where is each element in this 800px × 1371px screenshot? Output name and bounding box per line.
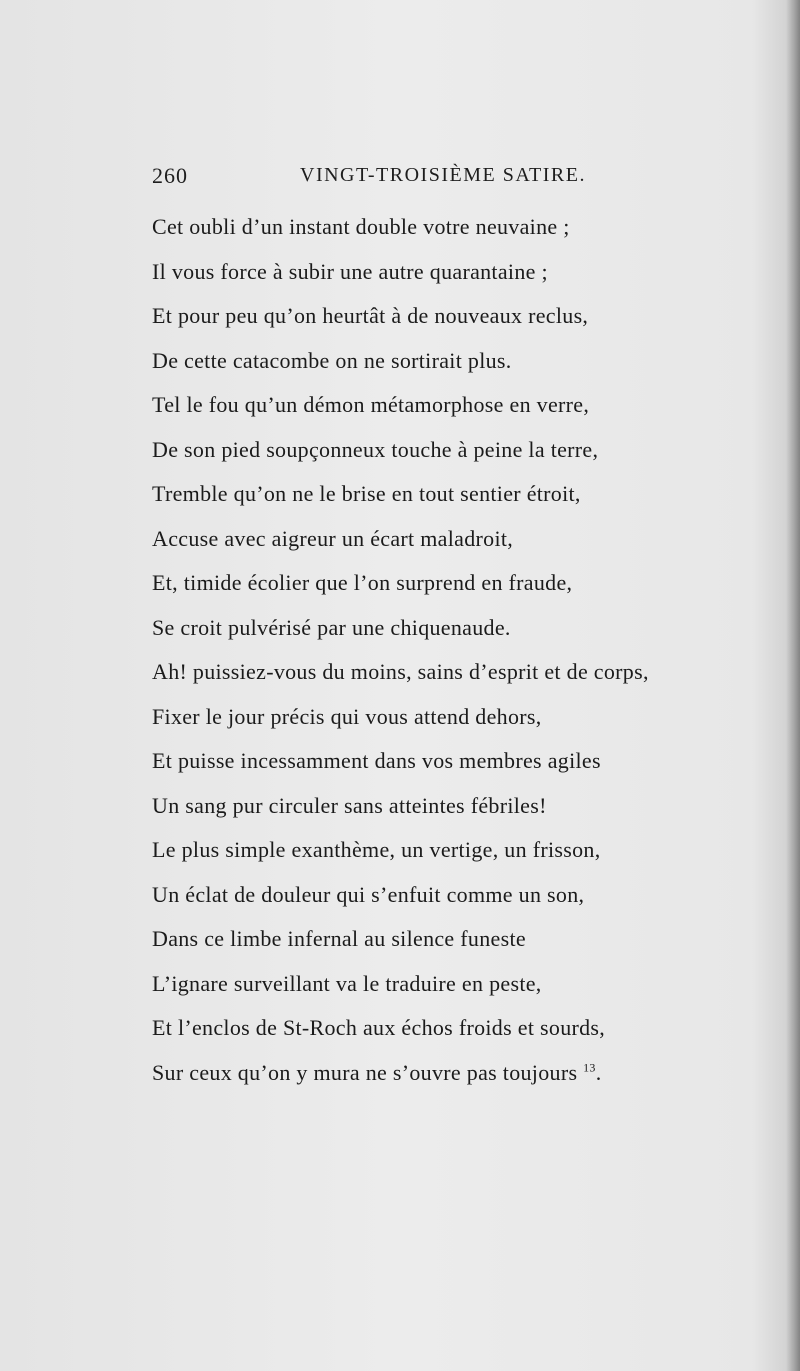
verse-line: Cet oubli d’un instant double votre neuvaine ; [152, 214, 570, 239]
verse-line-last [152, 1051, 782, 1096]
verse-line: Ah! puissiez-vous du moins, sains d’esprit et de corps, [152, 659, 649, 684]
verse-line: Un éclat de douleur qui s’enfuit comme un son, [152, 881, 585, 907]
verse-line: Et pour peu qu’on heurtât à de nouveaux reclus, [152, 303, 589, 328]
verse-line: Et puisse incessamment dans vos membres agiles [152, 748, 601, 773]
verse-line: De son pied soupçonneux touche à peine la terre, [152, 436, 599, 462]
verse-line: Et l’enclos de St-Roch aux échos froids et sourds, [152, 1015, 606, 1040]
verse-text: Sur ceux qu’on y mura ne s’ouvre pas toujours [152, 1059, 578, 1085]
verse-line: Le plus simple exanthème, un vertige, un frisson, [152, 837, 601, 862]
footnote-reference: 13 [583, 1060, 596, 1075]
verse-line: Se croit pulvérisé par une chiquenaude. [152, 614, 511, 640]
verse-line: Un sang pur circuler sans atteintes fébriles! [152, 792, 547, 818]
running-title: VINGT-TROISIÈME SATIRE. [300, 164, 586, 186]
poem-verses [152, 205, 782, 1095]
verse-line: L’ignare surveillant va le traduire en peste, [152, 970, 542, 996]
page-edge-shadow [786, 0, 800, 1371]
page-header [0, 163, 800, 193]
verse-line: De cette catacombe on ne sortirait plus. [152, 347, 512, 373]
verse-line: Il vous force à subir une autre quarantaine ; [152, 258, 548, 284]
verse-line: Et, timide écolier que l’on surprend en fraude, [152, 570, 573, 595]
verse-line: Fixer le jour précis qui vous attend dehors, [152, 703, 542, 729]
verse-line: Tel le fou qu’un démon métamorphose en verre, [152, 392, 590, 417]
final-punctuation: . [595, 1059, 602, 1085]
verse-line: Tremble qu’on ne le brise en tout sentier étroit, [152, 481, 581, 506]
verse-line: Accuse avec aigreur un écart maladroit, [152, 525, 514, 551]
page-number: 260 [152, 163, 188, 188]
verse-line: Dans ce limbe infernal au silence funeste [152, 926, 526, 951]
